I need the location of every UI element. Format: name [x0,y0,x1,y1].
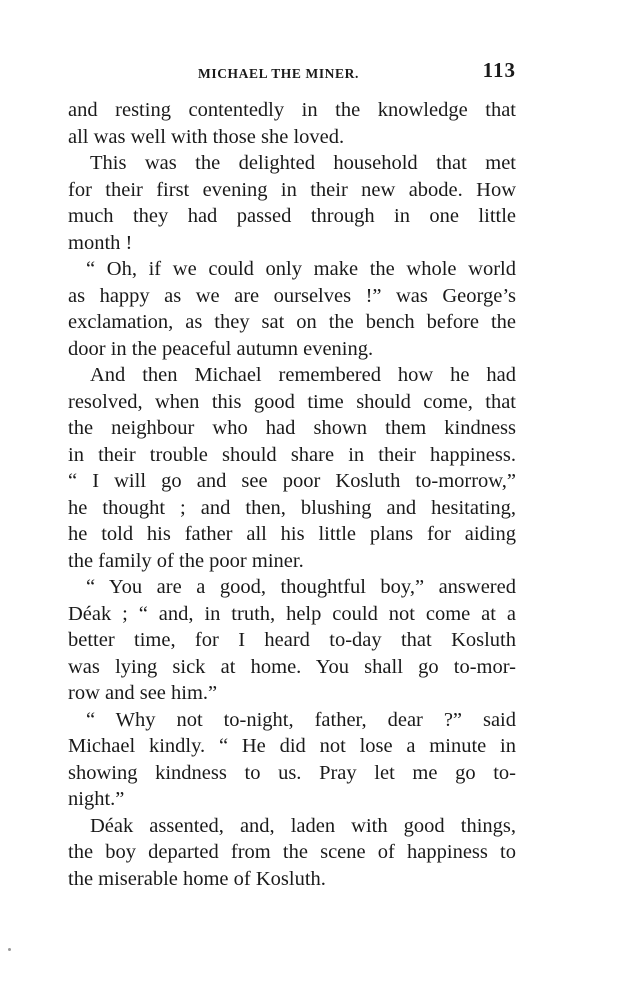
text-line: “ Oh, if we could only make the whole world [86,258,516,280]
text-line: better time, for I heard to-day that Kosluth [68,629,516,651]
text-line: all was well with those she loved. [68,125,345,148]
body-text [68,97,516,892]
text-line: “ You are a good, thoughtful boy,” answered [86,576,516,598]
page-number: 113 [482,58,516,82]
text-line: the miserable home of Kosluth. [68,867,326,890]
text-line: showing kindness to us. Pray let me go to- [68,761,516,784]
text-line: much they had passed through in one little [68,205,516,227]
text-line: in their trouble should share in their happiness. [68,443,516,466]
text-line: the boy departed from the scene of happiness to [68,841,516,863]
text-line: “ Why not to-night, father, dear ?” said [86,708,516,731]
text-line: This was the delighted household that met [90,152,516,174]
text-line: Déak assented, and, laden with good things, [90,814,516,837]
paper-speck [8,948,11,951]
running-header [68,58,516,88]
text-line: Déak ; “ and, in truth, help could not come at a [68,602,516,625]
running-title: MICHAEL THE MINER. [198,66,359,81]
text-line: and resting contentedly in the knowledge that [68,99,516,121]
text-line: exclamation, as they sat on the bench before the [68,311,516,333]
text-line: door in the peaceful autumn evening. [68,337,374,360]
text-line: night.” [68,788,125,810]
text-line: was lying sick at home. You shall go to-mor- [68,655,516,678]
text-line: the neighbour who had shown them kindness [68,417,516,439]
text-line: row and see him.” [68,682,218,704]
text-line: Michael kindly. “ He did not lose a minute in [68,735,516,757]
text-line: the family of the poor miner. [68,549,304,572]
text-line: “ I will go and see poor Kosluth to-morrow,” [68,470,516,492]
text-line: as happy as we are ourselves !” was George’s [68,284,516,307]
text-line: And then Michael remembered how he had [90,364,516,386]
text-line: month ! [68,231,133,254]
text-line: he thought ; and then, blushing and hesitating, [68,496,516,519]
text-line: he told his father all his little plans for aiding [68,523,516,545]
text-line: resolved, when this good time should come, that [68,390,516,413]
text-line: for their first evening in their new abode. How [68,178,516,201]
